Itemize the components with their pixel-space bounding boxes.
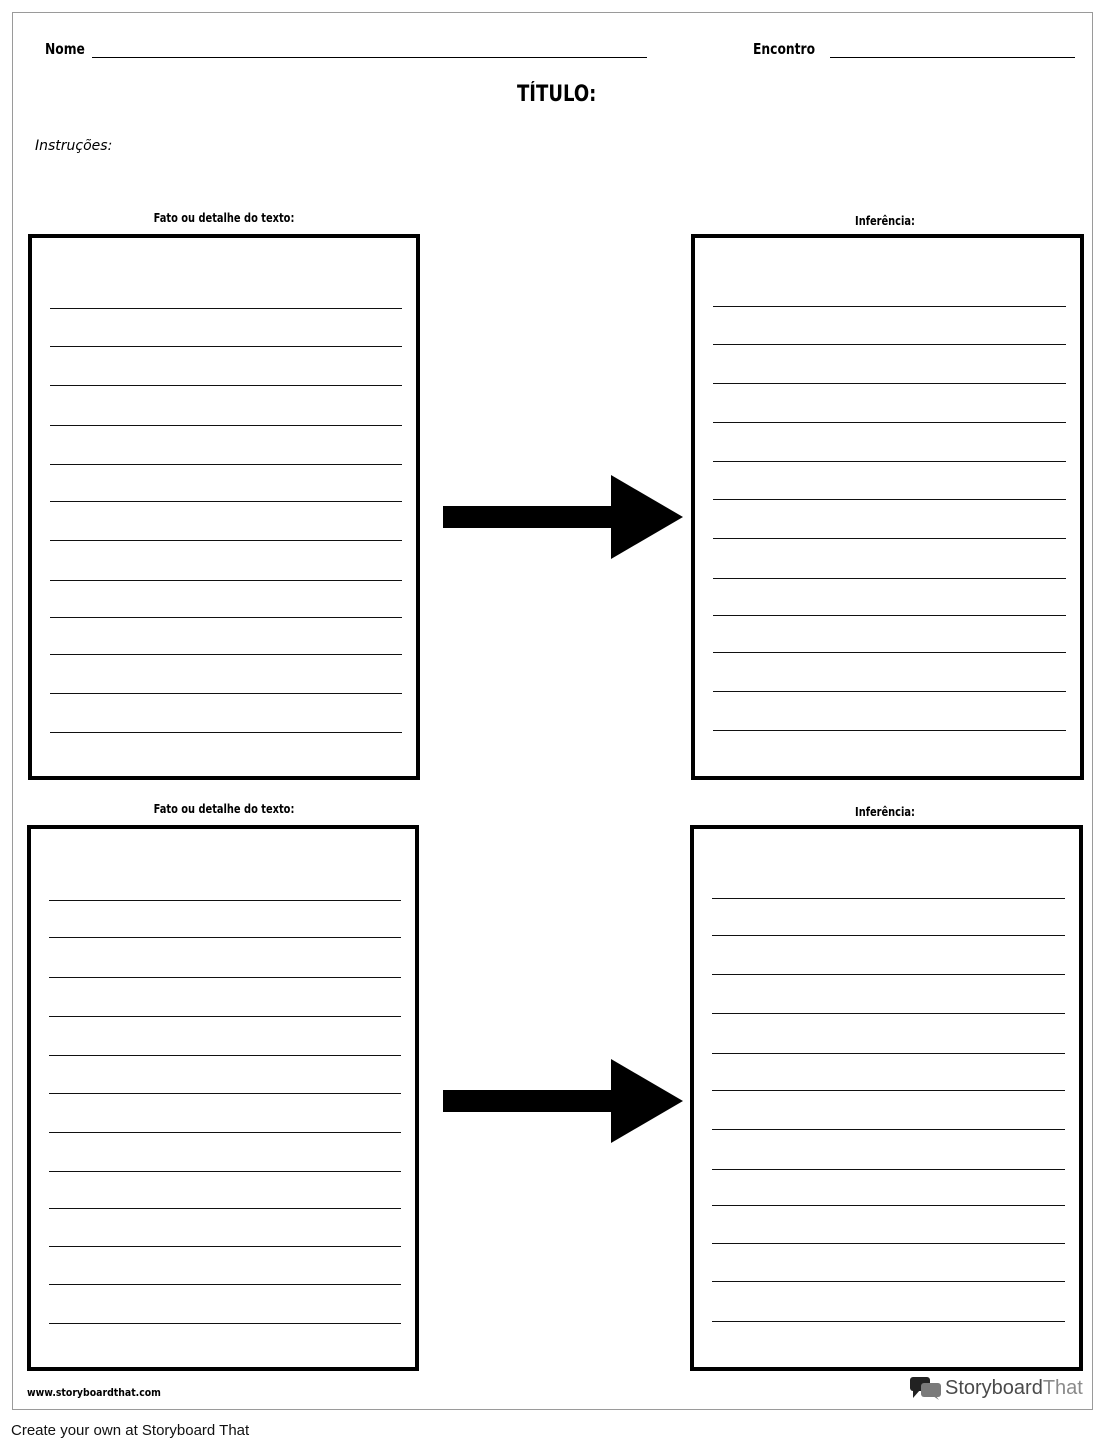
writing-line — [49, 1016, 401, 1017]
inference-box-1[interactable] — [691, 234, 1084, 780]
writing-line — [712, 935, 1065, 936]
arrow-right-icon — [443, 1059, 683, 1143]
writing-line — [49, 1246, 401, 1247]
writing-line — [713, 383, 1066, 384]
writing-line — [713, 499, 1066, 500]
fact-label-2: Fato ou detalhe do texto: — [153, 802, 295, 816]
writing-line — [712, 1129, 1065, 1130]
writing-line — [49, 1055, 401, 1056]
fact-box-1[interactable] — [28, 234, 420, 780]
brand-storyboard: Storyboard — [945, 1376, 1043, 1399]
writing-line — [49, 1323, 401, 1324]
writing-line — [713, 422, 1066, 423]
writing-line — [713, 344, 1066, 345]
writing-line — [50, 425, 402, 426]
writing-line — [49, 1171, 401, 1172]
brand-name — [945, 1377, 1083, 1400]
name-line — [92, 57, 647, 58]
writing-line — [713, 691, 1066, 692]
writing-line — [713, 461, 1066, 462]
encounter-label: Encontro — [753, 40, 816, 58]
writing-line — [49, 977, 401, 978]
writing-line — [50, 385, 402, 386]
writing-line — [713, 306, 1066, 307]
writing-line — [49, 900, 401, 901]
brand-that: That — [1042, 1376, 1083, 1399]
writing-line — [50, 308, 402, 309]
writing-line — [49, 1093, 401, 1094]
writing-line — [713, 578, 1066, 579]
writing-line — [50, 540, 402, 541]
arrow-right-icon — [443, 475, 683, 559]
writing-line — [712, 1090, 1065, 1091]
writing-line — [49, 1132, 401, 1133]
writing-line — [50, 580, 402, 581]
name-label: Nome — [45, 40, 85, 58]
create-your-own-link[interactable]: Create your own at Storyboard That — [11, 1422, 250, 1439]
inference-box-2[interactable] — [690, 825, 1083, 1371]
writing-line — [712, 1243, 1065, 1244]
writing-line — [712, 898, 1065, 899]
writing-line — [50, 693, 402, 694]
writing-line — [712, 1321, 1065, 1322]
writing-line — [713, 652, 1066, 653]
writing-line — [50, 501, 402, 502]
inference-label-2: Inferência: — [855, 805, 915, 819]
encounter-line — [830, 57, 1075, 58]
writing-line — [49, 937, 401, 938]
writing-line — [50, 732, 402, 733]
writing-line — [712, 1281, 1065, 1282]
writing-line — [712, 1013, 1065, 1014]
writing-line — [50, 346, 402, 347]
writing-line — [712, 974, 1065, 975]
inference-label-1: Inferência: — [855, 214, 915, 228]
writing-line — [712, 1053, 1065, 1054]
writing-line — [713, 538, 1066, 539]
writing-line — [50, 464, 402, 465]
storyboardthat-logo — [909, 1375, 1083, 1401]
speech-bubbles-icon — [909, 1375, 943, 1401]
worksheet-page — [12, 12, 1093, 1410]
instructions-label: Instruções: — [35, 138, 113, 154]
writing-line — [712, 1205, 1065, 1206]
writing-line — [713, 615, 1066, 616]
writing-line — [50, 617, 402, 618]
fact-box-2[interactable] — [27, 825, 419, 1371]
footer-url: www.storyboardthat.com — [27, 1386, 161, 1399]
writing-line — [713, 730, 1066, 731]
fact-label-1: Fato ou detalhe do texto: — [153, 211, 295, 225]
writing-line — [49, 1208, 401, 1209]
page-title: TÍTULO: — [517, 82, 597, 107]
writing-line — [50, 654, 402, 655]
writing-line — [712, 1169, 1065, 1170]
writing-line — [49, 1284, 401, 1285]
